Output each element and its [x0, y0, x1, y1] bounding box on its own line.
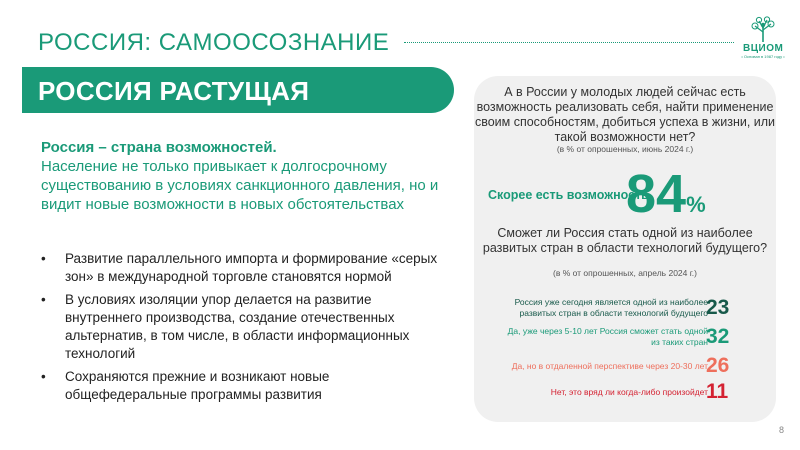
answer-label: Да, уже через 5-10 лет Россия сможет стать одной из таких стран [507, 326, 708, 347]
answer-value: 23 [706, 296, 730, 319]
answer-label: Да, но в отдаленной перспективе через 20-30 лет [511, 360, 708, 371]
survey1-label: Скорее есть возможность [488, 188, 649, 202]
survey2-note: (в % от опрошенных, апрель 2024 г.) [552, 268, 697, 278]
answer-row [488, 374, 764, 410]
bullet-item: • В условиях изоляции упор делается на развитие внутреннего производства, создание отечественных альтернатив, в том числе, в области информационных технологий [41, 291, 441, 363]
intro-heading: Россия – страна возможностей. [41, 139, 277, 156]
answer-label: Нет, это вряд ли когда-либо произойдет [550, 386, 708, 397]
logo-tagline: • Основан в 1987 году • [741, 54, 785, 59]
page-title: РОССИЯ: САМООСОЗНАНИЕ [38, 29, 390, 56]
survey1-number: 84 [626, 164, 687, 224]
answer-value: 26 [706, 354, 730, 377]
intro [41, 138, 461, 214]
bullet-list [41, 250, 441, 409]
survey-panel [474, 76, 776, 422]
logo [743, 16, 783, 59]
survey2-question: Сможет ли Россия стать одной из наиболее развитых стран в области технологий будущего? [482, 226, 768, 255]
answer-value: 11 [706, 380, 729, 403]
intro-text: Население не только привыкает к долгосрочному существованию в условиях санкционного давления, но и видит новые возможности в новых обстоятельствах [41, 158, 439, 213]
survey1-unit: % [686, 192, 706, 217]
page-number: 8 [779, 425, 785, 435]
survey1-note: (в % от опрошенных, июнь 2024 г.) [556, 144, 694, 154]
survey1-question: А в России у молодых людей сейчас есть возможность реализовать себя, найти применение своим способностям, добиться успеха в жизни, или такой возможности нет? [474, 85, 776, 144]
banner [22, 67, 454, 113]
answer-label: Россия уже сегодня является одной из наиболее развитых стран в области технологий будущего [514, 297, 708, 318]
banner-title: РОССИЯ РАСТУЩАЯ [38, 76, 310, 106]
survey1-value [626, 164, 706, 235]
bullet-item: • Развитие параллельного импорта и формирование «серых зон» в международной торговле становятся нормой [41, 250, 441, 286]
title-divider [404, 42, 734, 43]
logo-name: ВЦИОМ [743, 43, 784, 54]
answer-value: 32 [706, 325, 730, 348]
bullet-item: • Сохраняются прежние и возникают новые общефедеральные программы развития [41, 368, 441, 404]
logo-tree-icon [746, 16, 780, 42]
